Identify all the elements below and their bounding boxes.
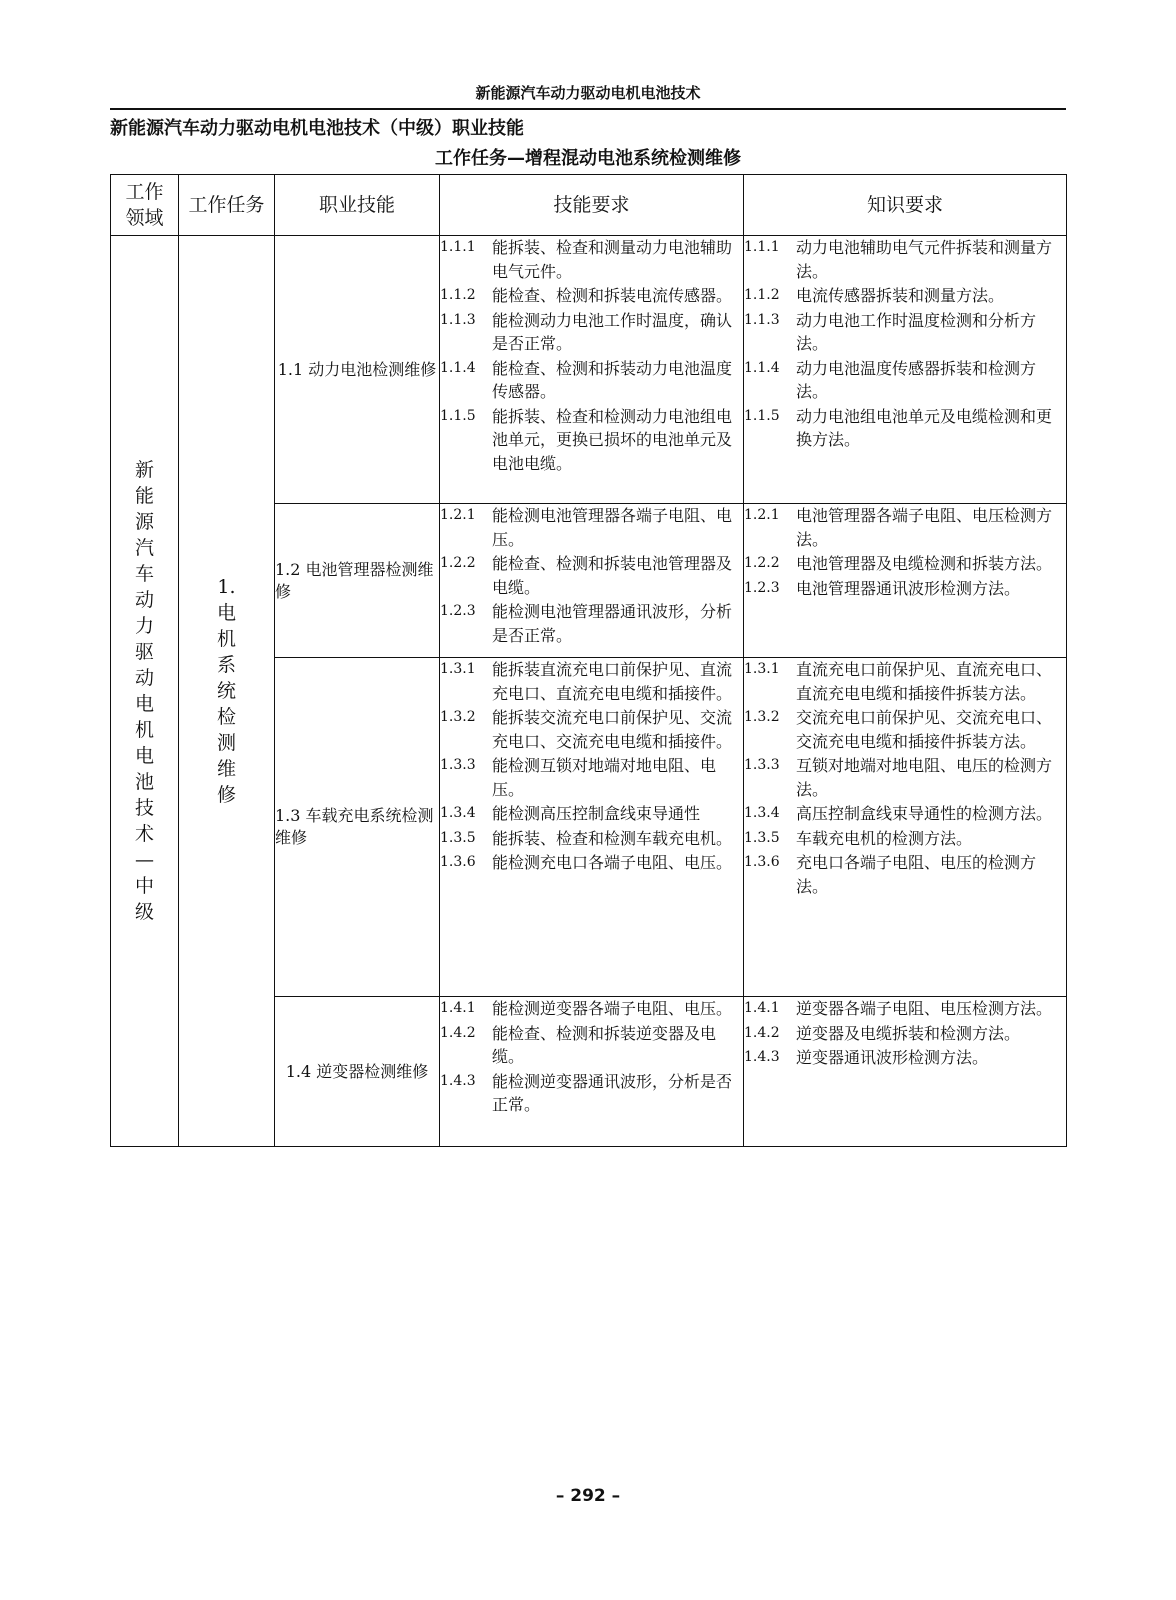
skill-requirement-item <box>440 504 743 551</box>
skill-requirement-item-text: 能检查、检测和拆装动力电池温度传感器。 <box>492 358 733 401</box>
knowledge-requirement-item-text: 高压控制盒线束导通性的检测方法。 <box>796 804 1053 823</box>
skill-requirement-item-text: 能拆装、检查和检测动力电池组电池单元，更换已损坏的电池单元及电池电缆。 <box>492 406 733 473</box>
skill-requirement-item <box>440 802 743 826</box>
skill-requirement-item-number: 1.1.4 <box>440 359 476 376</box>
knowledge-requirement-item-number: 1.1.3 <box>744 311 780 328</box>
work-task-text-char: 修 <box>216 784 236 806</box>
knowledge-requirement-item <box>744 1022 1066 1046</box>
skills-table <box>110 174 1067 1147</box>
skill-requirement-item-text: 能检测电池管理器各端子电阻、电压。 <box>492 506 733 549</box>
knowledge-requirement-item-number: 1.3.1 <box>744 661 780 677</box>
skill-requirements-cell <box>440 658 744 997</box>
knowledge-requirement-item-text: 动力电池工作时温度检测和分析方法。 <box>796 310 1037 353</box>
skill-requirement-item-text: 能检查、检测和拆装电流传感器。 <box>492 286 733 305</box>
vocational-skill-name: 1.3 车载充电系统检测维修 <box>275 806 434 847</box>
skill-requirement-item-text: 能检测充电口各端子电阻、电压。 <box>492 853 733 872</box>
skill-requirements-cell <box>440 997 744 1147</box>
work-domain-text-char: 车 <box>134 563 154 585</box>
skill-requirement-item-text: 能检测电池管理器通讯波形，分析是否正常。 <box>492 602 733 645</box>
work-domain-text-char: 能 <box>134 485 154 507</box>
knowledge-requirement-item-text: 电池管理器通讯波形检测方法。 <box>796 578 1021 598</box>
header-vocational-skill: 职业技能 <box>275 175 440 236</box>
knowledge-requirement-item-text: 交流充电口前保护见、交流充电口、交流充电电缆和插接件拆装方法。 <box>796 708 1053 751</box>
knowledge-requirement-item-number: 1.3.2 <box>744 709 780 725</box>
knowledge-requirement-item <box>744 1046 1066 1070</box>
table-body <box>111 236 1067 1147</box>
knowledge-requirement-item-text: 逆变器通讯波形检测方法。 <box>796 1048 989 1067</box>
skill-requirement-item <box>440 284 743 308</box>
work-domain-cell <box>111 236 179 1147</box>
knowledge-requirement-item-text: 逆变器及电缆拆装和检测方法。 <box>796 1023 1021 1043</box>
knowledge-requirement-item-number: 1.3.5 <box>744 829 780 846</box>
knowledge-requirement-item-number: 1.4.1 <box>744 1000 780 1016</box>
skill-requirement-item <box>440 1022 743 1069</box>
skill-requirements-cell <box>440 236 744 504</box>
work-domain-text-char: 动 <box>134 667 154 689</box>
knowledge-requirement-item <box>744 236 1066 283</box>
document-title: 新能源汽车动力驱动电机电池技术（中级）职业技能 <box>110 118 524 139</box>
vocational-skill-name: 1.1 动力电池检测维修 <box>277 359 437 379</box>
knowledge-requirement-item <box>744 309 1066 356</box>
skill-requirement-item <box>440 997 743 1021</box>
vocational-skill-cell <box>275 504 440 658</box>
knowledge-requirement-item-number: 1.2.1 <box>744 507 780 523</box>
knowledge-requirement-item <box>744 802 1066 826</box>
skill-requirement-item-number: 1.4.3 <box>440 1072 476 1089</box>
knowledge-requirement-item <box>744 851 1066 898</box>
work-task-text-char: 统 <box>216 680 236 702</box>
vocational-skill-name: 1.2 电池管理器检测维修 <box>275 559 434 601</box>
knowledge-requirements-cell <box>744 658 1067 997</box>
knowledge-requirement-item-text: 动力电池辅助电气元件拆装和测量方法。 <box>796 238 1053 281</box>
header-work-domain: 工作领域 <box>111 175 179 236</box>
skill-requirement-item <box>440 357 743 404</box>
knowledge-requirement-item <box>744 504 1066 551</box>
skill-requirement-item-number: 1.3.3 <box>440 757 476 773</box>
header-work-task: 工作任务 <box>179 175 275 236</box>
skill-requirement-item-text: 能检测高压控制盒线束导通性 <box>492 804 701 823</box>
skill-requirement-item-number: 1.3.4 <box>440 805 476 821</box>
skill-requirement-item-text: 能拆装直流充电口前保护见、直流充电口、直流充电电缆和插接件。 <box>492 660 733 703</box>
work-domain-text-char: 技 <box>134 797 154 819</box>
knowledge-requirement-item-text: 动力电池温度传感器拆装和检测方法。 <box>796 358 1037 401</box>
work-task-text-char: 1. <box>217 576 236 598</box>
skill-requirement-item <box>440 405 743 476</box>
knowledge-requirement-item <box>744 827 1066 851</box>
work-domain-text-char: 机 <box>134 719 154 741</box>
work-domain-text-char: 电 <box>134 693 154 715</box>
work-domain-text-char: 级 <box>134 901 154 923</box>
skill-requirement-item <box>440 754 743 801</box>
work-domain-text-char: 池 <box>134 771 154 793</box>
skill-requirement-item-text: 能检测逆变器各端子电阻、电压。 <box>492 999 733 1018</box>
skill-requirement-item-text: 能检查、检测和拆装电池管理器及电缆。 <box>492 554 733 597</box>
work-domain-text-char: 力 <box>134 615 154 637</box>
knowledge-requirement-item <box>744 405 1066 452</box>
skill-requirement-item <box>440 851 743 875</box>
skill-requirement-item-text: 能拆装、检查和检测车载充电机。 <box>492 828 733 848</box>
work-domain-text-char: — <box>135 849 154 871</box>
skill-requirement-item-text: 能拆装、检查和测量动力电池辅助电气元件。 <box>492 238 733 281</box>
knowledge-requirements-cell <box>744 504 1067 658</box>
table-row <box>111 236 1067 504</box>
work-task-text-char: 电 <box>216 602 236 624</box>
skill-requirement-item-text: 能检测逆变器通讯波形，分析是否正常。 <box>492 1071 733 1114</box>
knowledge-requirement-item-number: 1.1.1 <box>744 239 780 255</box>
knowledge-requirement-item-number: 1.3.4 <box>744 805 780 821</box>
skill-requirement-item-text: 能检测动力电池工作时温度，确认是否正常。 <box>492 310 733 353</box>
skill-requirement-item-number: 1.3.2 <box>440 709 476 725</box>
work-domain-text-char: 动 <box>134 589 154 611</box>
header-skill-requirements: 技能要求 <box>440 175 744 236</box>
skill-requirement-item <box>440 309 743 356</box>
knowledge-requirement-item <box>744 997 1066 1021</box>
skill-requirement-item-number: 1.3.6 <box>440 854 476 870</box>
knowledge-requirement-item <box>744 658 1066 705</box>
running-header: 新能源汽车动力驱动电机电池技术 <box>475 84 701 102</box>
skill-requirement-item-number: 1.2.3 <box>440 603 476 619</box>
skill-requirement-item <box>440 658 743 705</box>
work-task-text-char: 检 <box>216 706 236 728</box>
skill-requirement-item-number: 1.2.2 <box>440 555 476 571</box>
skill-requirement-item-number: 1.1.3 <box>440 311 476 328</box>
skill-requirement-item-number: 1.1.1 <box>440 239 476 255</box>
knowledge-requirement-item-text: 充电口各端子电阻、电压的检测方法。 <box>796 853 1037 896</box>
header-rule <box>110 108 1066 110</box>
work-task-text-char: 系 <box>216 654 236 676</box>
work-task-text-char: 维 <box>216 758 236 780</box>
knowledge-requirement-item-text: 电池管理器各端子电阻、电压检测方法。 <box>796 506 1053 549</box>
knowledge-requirement-item <box>744 552 1066 576</box>
vocational-skill-cell <box>275 236 440 504</box>
table-caption: 工作任务—增程混动电池系统检测维修 <box>435 148 741 169</box>
knowledge-requirement-item-text: 逆变器各端子电阻、电压检测方法。 <box>796 999 1053 1018</box>
work-task-text <box>179 574 274 808</box>
work-domain-text-char: 驱 <box>134 641 154 663</box>
vocational-skill-cell <box>275 997 440 1147</box>
work-domain-text-char: 汽 <box>134 537 154 559</box>
knowledge-requirement-item-number: 1.3.3 <box>744 757 780 773</box>
knowledge-requirement-item-number: 1.3.6 <box>744 854 780 870</box>
skill-requirement-item-text: 能拆装交流充电口前保护见、交流充电口、交流充电电缆和插接件。 <box>492 708 733 751</box>
header-knowledge-requirements: 知识要求 <box>744 175 1067 236</box>
skill-requirements-cell <box>440 504 744 658</box>
work-domain-text-char: 电 <box>134 745 154 767</box>
skill-requirement-item <box>440 236 743 283</box>
skill-requirement-item <box>440 552 743 599</box>
knowledge-requirement-item <box>744 706 1066 753</box>
knowledge-requirement-item <box>744 357 1066 404</box>
knowledge-requirement-item-number: 1.4.2 <box>744 1024 780 1041</box>
skill-requirement-item <box>440 706 743 753</box>
skill-requirement-item-number: 1.1.2 <box>440 287 476 303</box>
work-domain-text-char: 术 <box>134 823 154 845</box>
work-task-text-char: 测 <box>216 732 236 754</box>
knowledge-requirement-item-number: 1.2.3 <box>744 579 780 596</box>
skill-requirement-item-number: 1.4.1 <box>440 1000 476 1016</box>
knowledge-requirement-item-text: 车载充电机的检测方法。 <box>796 828 973 848</box>
knowledge-requirement-item-number: 1.1.4 <box>744 359 780 376</box>
work-domain-text-char: 中 <box>134 875 154 897</box>
knowledge-requirement-item-number: 1.1.5 <box>744 407 780 424</box>
knowledge-requirement-item <box>744 284 1066 308</box>
work-domain-text-char: 源 <box>134 511 154 533</box>
work-task-cell <box>179 236 275 1147</box>
page-number: – 292 – <box>555 1486 621 1506</box>
knowledge-requirements-cell <box>744 236 1067 504</box>
work-task-text-char: 机 <box>216 628 236 650</box>
knowledge-requirement-item-text: 互锁对地端对地电阻、电压的检测方法。 <box>796 756 1053 799</box>
skill-requirement-item-text: 能检测互锁对地端对地电阻、电压。 <box>492 756 717 799</box>
knowledge-requirement-item <box>744 577 1066 601</box>
skill-requirement-item-number: 1.4.2 <box>440 1024 476 1041</box>
work-domain-text-char: 新 <box>134 459 154 481</box>
skill-requirement-item-text: 能检查、检测和拆装逆变器及电缆。 <box>492 1023 717 1066</box>
skill-requirement-item <box>440 600 743 647</box>
table-header-row <box>111 175 1067 236</box>
skill-requirement-item-number: 1.3.5 <box>440 829 476 846</box>
knowledge-requirement-item-text: 电流传感器拆装和测量方法。 <box>796 286 1005 305</box>
work-domain-text <box>111 457 178 925</box>
skill-requirement-item-number: 1.2.1 <box>440 507 476 523</box>
skill-requirement-item-number: 1.3.1 <box>440 661 476 677</box>
skill-requirement-item <box>440 1070 743 1117</box>
vocational-skill-cell <box>275 658 440 997</box>
knowledge-requirement-item-number: 1.2.2 <box>744 555 780 571</box>
knowledge-requirement-item-text: 动力电池组电池单元及电缆检测和更换方法。 <box>796 406 1053 449</box>
knowledge-requirements-cell <box>744 997 1067 1147</box>
vocational-skill-name: 1.4 逆变器检测维修 <box>285 1061 429 1081</box>
skill-requirement-item <box>440 827 743 851</box>
skill-requirement-item-number: 1.1.5 <box>440 407 476 424</box>
knowledge-requirement-item-number: 1.4.3 <box>744 1049 780 1065</box>
knowledge-requirement-item-number: 1.1.2 <box>744 287 780 303</box>
knowledge-requirement-item-text: 电池管理器及电缆检测和拆装方法。 <box>796 554 1053 573</box>
knowledge-requirement-item <box>744 754 1066 801</box>
knowledge-requirement-item-text: 直流充电口前保护见、直流充电口、直流充电电缆和插接件拆装方法。 <box>796 660 1053 703</box>
